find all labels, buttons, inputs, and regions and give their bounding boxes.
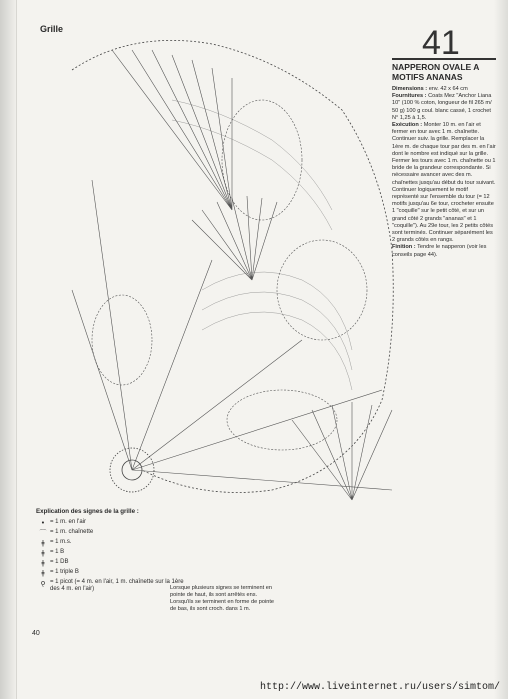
- legend-label: = 1 m. en l'air: [50, 519, 86, 525]
- chart-legend: [36, 508, 186, 595]
- fan-motif-mid: [192, 196, 277, 280]
- fan-motif-top: [112, 50, 232, 210]
- treble-icon: ǂ: [41, 549, 45, 557]
- pattern-title: NAPPERON OVALE A MOTIFS ANANAS: [392, 62, 480, 82]
- legend-title: Explication des signes de la grille :: [36, 508, 139, 515]
- page-number: 40: [32, 630, 40, 637]
- legend-item: [36, 569, 186, 577]
- section-title: Grille: [40, 24, 64, 34]
- legend-item: [36, 549, 186, 557]
- legend-label: = 1 m.s.: [50, 539, 72, 545]
- slip-stitch-icon: ⌒: [39, 529, 47, 537]
- triple-treble-icon: ǂ: [41, 569, 45, 577]
- legend-label: = 1 triple B: [50, 569, 79, 575]
- page-spine: [0, 0, 17, 699]
- legend-label: = 1 B: [50, 549, 65, 555]
- description-paragraph: Exécution : Monter 10 m. en l'air et fermer en tour avec 1 m. chaînette. Continuer suiv. la grille. Remplacer la 1ère m. de chaque tour par des m. en l'air dont le nombre est indiqué sur la grille. Fermer les tours avec 1 m. chaînette ou 1 bride de la grandeur correspondante. Si nécessaire avancer avec des m. chaînettes jusqu'au début du tour suivant. Continuer logiquement le motif représenté sur l'ensemble du tour (= 12 motifs jusqu'au 6e tour, crocheter ensuite 1 "coquille" sur le petit côté, et sur un grand côté 2 grands "ananas" et 1 "coquille"). Au 29e tour, les 2 petits côtés sont terminés. Continuer séparément les 2 grands côtés en rangs.: [392, 122, 496, 244]
- watermark-url: http://www.liveinternet.ru/users/simtom/: [260, 682, 501, 693]
- legend-item: [36, 539, 186, 547]
- picot-icon: ǫ: [40, 579, 46, 587]
- description-paragraph: Dimensions : env. 42 x 64 cm: [392, 86, 468, 92]
- description-paragraph: Finition : Tendre le napperon (voir les conseils page 44).: [392, 244, 487, 258]
- legend-label: = 1 m. chaînette: [50, 529, 94, 535]
- chain-stitch-icon: •: [40, 519, 46, 527]
- legend-item: [36, 529, 186, 537]
- legend-item: [36, 559, 186, 567]
- description-paragraph: Fournitures : Coats Mez "Anchor Liana 10" (100 % coton, longueur de fil 265 m/ 50 g) 100 g coul. blanc cassé, 1 crochet N° 1,25 à 1,5.: [392, 93, 492, 121]
- legend-label: = 1 picot (= 4 m. en l'air, 1 m. chaînette sur la 1ère des 4 m. en l'air): [50, 579, 184, 592]
- legend-item: [36, 579, 186, 593]
- single-crochet-icon: ǂ: [41, 539, 45, 547]
- pattern-number: 41: [422, 24, 460, 62]
- fan-motif-bottom: [292, 402, 392, 500]
- crochet-chart-diagram: [52, 30, 442, 508]
- double-treble-icon: ǂ: [41, 559, 45, 567]
- page-edge: [494, 0, 508, 699]
- legend-label: = 1 DB: [50, 559, 69, 565]
- stitch-note: Lorsque plusieurs signes se terminent en pointe de haut, ils sont arrêtés ens. Lorsqu'ils se terminent en forme de pointe de bas, ils sont croch. dans 1 m.: [170, 585, 274, 612]
- legend-item: [36, 519, 186, 527]
